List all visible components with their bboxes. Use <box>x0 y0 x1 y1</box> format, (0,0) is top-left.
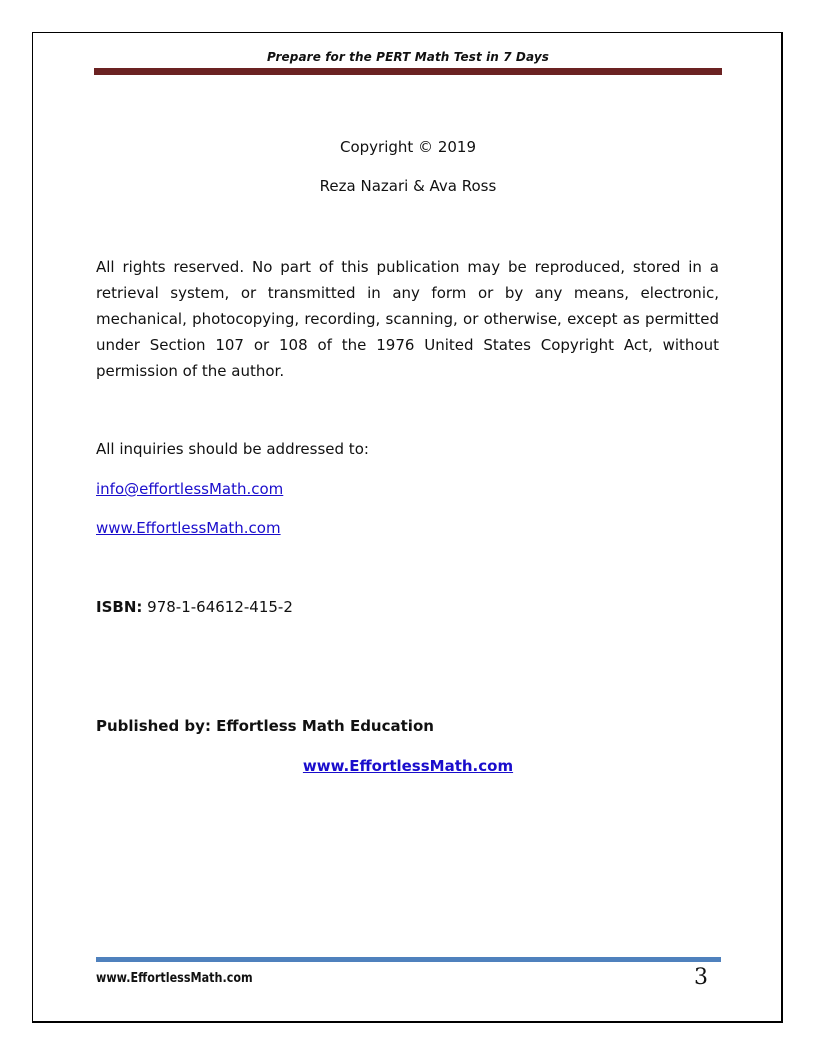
isbn-value: 978-1-64612-415-2 <box>147 598 293 616</box>
publisher-website-line <box>96 757 720 775</box>
website-link[interactable]: www.EffortlessMath.com <box>96 519 281 537</box>
page-number: 3 <box>694 965 708 990</box>
isbn-label: ISBN: <box>96 598 143 616</box>
running-header-title: Prepare for the PERT Math Test in 7 Days <box>267 50 549 64</box>
authors-line: Reza Nazari & Ava Ross <box>319 177 497 195</box>
footer-rule <box>96 957 721 962</box>
email-link-line <box>96 480 283 498</box>
rights-paragraph: All rights reserved. No part of this publication may be reproduced, stored in a retrieval system, or transmitted in any form or by any means, electronic, mechanical, photocopying, recording, scanning, or otherwise, except as permitted under Section 107 or 108 of the 1976 United States Copyright Act, without permission of the author. <box>96 258 719 380</box>
email-link[interactable]: info@effortlessMath.com <box>96 480 284 498</box>
isbn-line <box>96 598 293 616</box>
publisher-website-link[interactable]: www.EffortlessMath.com <box>302 757 514 775</box>
publisher-label: Published by: Effortless Math Education <box>96 717 434 735</box>
inquiries-label: All inquiries should be addressed to: <box>96 440 369 458</box>
website-link-line <box>96 519 281 537</box>
copyright-line: Copyright © 2019 <box>339 138 476 156</box>
footer-website: www.EffortlessMath.com <box>96 971 253 986</box>
header-rule <box>94 68 722 75</box>
